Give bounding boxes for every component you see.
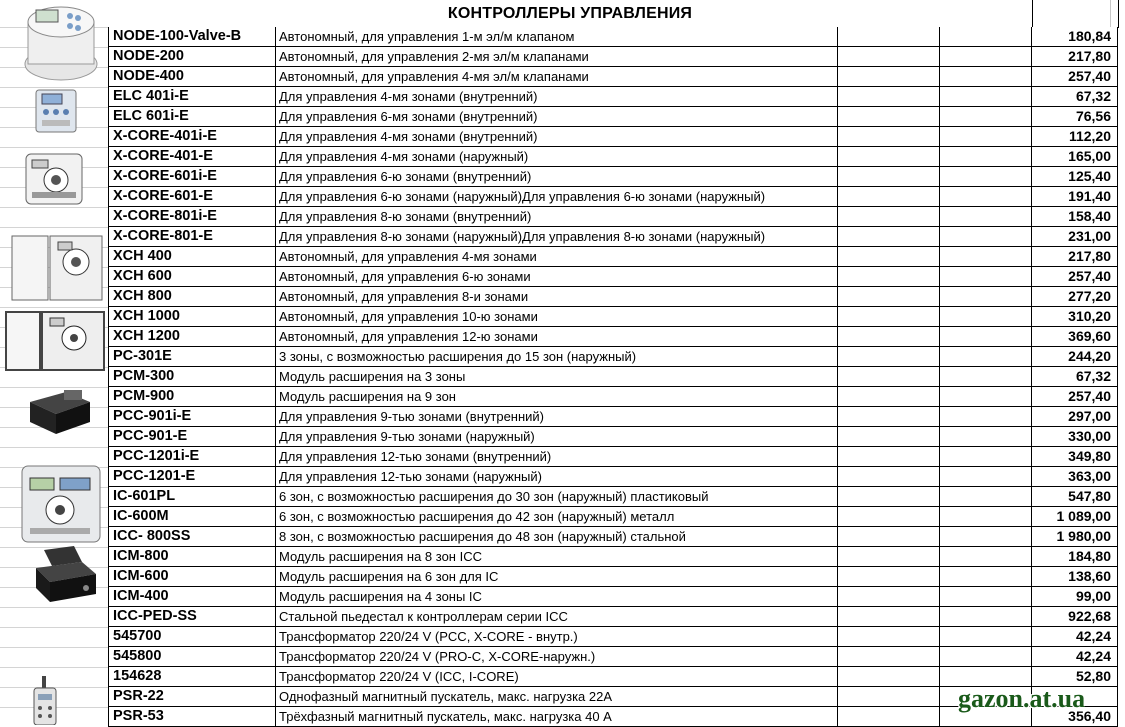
- price-cell[interactable]: 922,68: [1032, 607, 1118, 627]
- empty-cell[interactable]: [838, 607, 940, 627]
- price-cell[interactable]: 257,40: [1032, 67, 1118, 87]
- product-code-cell[interactable]: NODE-200: [108, 47, 276, 67]
- product-code-cell[interactable]: X-CORE-801i-E: [108, 207, 276, 227]
- price-header-cell: [1032, 0, 1119, 28]
- empty-cell[interactable]: [940, 327, 1032, 347]
- description-cell[interactable]: Для управления 9-тью зонами (наружный): [276, 427, 838, 447]
- empty-cell[interactable]: [838, 367, 940, 387]
- table-row: [108, 467, 1118, 487]
- empty-cell[interactable]: [940, 127, 1032, 147]
- product-code-cell[interactable]: X-CORE-401i-E: [108, 127, 276, 147]
- table-row: [108, 127, 1118, 147]
- xch-open-controller-icon: [4, 308, 108, 374]
- product-code-cell[interactable]: X-CORE-401-E: [108, 147, 276, 167]
- empty-cell[interactable]: [838, 447, 940, 467]
- price-cell[interactable]: 125,40: [1032, 167, 1118, 187]
- empty-cell[interactable]: [940, 207, 1032, 227]
- description-cell[interactable]: Автономный, для управления 10-ю зонами: [276, 307, 838, 327]
- description-cell[interactable]: Модуль расширения на 8 зон ICC: [276, 547, 838, 567]
- empty-cell[interactable]: [838, 427, 940, 447]
- description-cell[interactable]: Для управления 4-мя зонами (внутренний): [276, 127, 838, 147]
- empty-cell[interactable]: [838, 27, 940, 47]
- price-cell[interactable]: 257,40: [1032, 267, 1118, 287]
- product-code-cell[interactable]: IC-601PL: [108, 487, 276, 507]
- description-cell[interactable]: 3 зоны, с возможностью расширения до 15 зон (наружный): [276, 347, 838, 367]
- product-code-cell[interactable]: IC-600M: [108, 507, 276, 527]
- table-row: [108, 87, 1118, 107]
- empty-cell[interactable]: [838, 627, 940, 647]
- empty-cell[interactable]: [838, 507, 940, 527]
- empty-cell[interactable]: [838, 547, 940, 567]
- product-code-cell[interactable]: PCM-900: [108, 387, 276, 407]
- price-cell[interactable]: 138,60: [1032, 567, 1118, 587]
- empty-cell[interactable]: [838, 347, 940, 367]
- empty-cell[interactable]: [940, 367, 1032, 387]
- page-title: КОНТРОЛЛЕРЫ УПРАВЛЕНИЯ: [447, 5, 693, 22]
- product-code-cell[interactable]: PCM-300: [108, 367, 276, 387]
- empty-cell[interactable]: [838, 267, 940, 287]
- description-cell[interactable]: 8 зон, с возможностью расширения до 48 зон (наружный) стальной: [276, 527, 838, 547]
- empty-cell[interactable]: [940, 287, 1032, 307]
- table-row: [108, 367, 1118, 387]
- description-cell[interactable]: Для управления 6-ю зонами (внутренний): [276, 167, 838, 187]
- table-row: [108, 627, 1118, 647]
- x-core-controller-icon: [24, 152, 84, 206]
- price-cell[interactable]: 191,40: [1032, 187, 1118, 207]
- table-row: [108, 287, 1118, 307]
- empty-cell[interactable]: [940, 427, 1032, 447]
- product-code-cell[interactable]: ELC 601i-E: [108, 107, 276, 127]
- ic-controller-icon: [20, 464, 102, 544]
- product-code-cell[interactable]: ELC 401i-E: [108, 87, 276, 107]
- empty-cell[interactable]: [940, 227, 1032, 247]
- elc-controller-icon: [34, 86, 78, 136]
- empty-cell[interactable]: [940, 467, 1032, 487]
- table-row: [108, 47, 1118, 67]
- description-cell[interactable]: Автономный, для управления 1-м эл/м клапаном: [276, 27, 838, 47]
- description-cell[interactable]: Для управления 8-ю зонами (наружный)Для управления 8-ю зонами (наружный): [276, 227, 838, 247]
- product-code-cell[interactable]: XCH 400: [108, 247, 276, 267]
- product-code-cell[interactable]: NODE-400: [108, 67, 276, 87]
- empty-cell[interactable]: [838, 47, 940, 67]
- table-row: [108, 187, 1118, 207]
- price-cell[interactable]: 52,80: [1032, 667, 1118, 687]
- product-code-cell[interactable]: X-CORE-601i-E: [108, 167, 276, 187]
- table-row: [108, 67, 1118, 87]
- empty-cell[interactable]: [940, 267, 1032, 287]
- empty-cell[interactable]: [838, 147, 940, 167]
- description-cell[interactable]: Автономный, для управления 4-мя зонами: [276, 247, 838, 267]
- description-cell[interactable]: Модуль расширения на 3 зоны: [276, 367, 838, 387]
- price-cell[interactable]: 158,40: [1032, 207, 1118, 227]
- product-code-cell[interactable]: XCH 1200: [108, 327, 276, 347]
- price-cell[interactable]: 330,00: [1032, 427, 1118, 447]
- price-cell[interactable]: 1 980,00: [1032, 527, 1118, 547]
- remote-transmitter-icon: [30, 676, 60, 725]
- empty-cell[interactable]: [838, 467, 940, 487]
- table-row: [108, 527, 1118, 547]
- price-cell[interactable]: 112,20: [1032, 127, 1118, 147]
- empty-cell[interactable]: [940, 547, 1032, 567]
- empty-cell[interactable]: [838, 407, 940, 427]
- price-cell[interactable]: 363,00: [1032, 467, 1118, 487]
- product-code-cell[interactable]: XCH 600: [108, 267, 276, 287]
- product-code-cell[interactable]: PCC-901-E: [108, 427, 276, 447]
- product-code-cell[interactable]: 545700: [108, 627, 276, 647]
- product-code-cell[interactable]: PSR-22: [108, 687, 276, 707]
- empty-cell[interactable]: [838, 187, 940, 207]
- description-cell[interactable]: Трансформатор 220/24 V (PCC, X-CORE - внутр.): [276, 627, 838, 647]
- price-cell[interactable]: 99,00: [1032, 587, 1118, 607]
- description-cell[interactable]: 6 зон, с возможностью расширения до 30 зон (наружный) пластиковый: [276, 487, 838, 507]
- empty-cell[interactable]: [838, 107, 940, 127]
- description-cell[interactable]: Автономный, для управления 2-мя эл/м клапанами: [276, 47, 838, 67]
- empty-cell[interactable]: [940, 87, 1032, 107]
- description-cell[interactable]: Модуль расширения на 9 зон: [276, 387, 838, 407]
- description-cell[interactable]: Трёхфазный магнитный пускатель, макс. нагрузка 40 А: [276, 707, 838, 727]
- product-thumbnails: [0, 0, 108, 725]
- empty-cell[interactable]: [838, 687, 940, 707]
- table-row: [108, 387, 1118, 407]
- empty-cell[interactable]: [838, 387, 940, 407]
- price-cell[interactable]: 217,80: [1032, 47, 1118, 67]
- empty-cell[interactable]: [838, 287, 940, 307]
- table-row: [108, 447, 1118, 467]
- sheet-header: [108, 0, 1033, 28]
- empty-cell[interactable]: [838, 307, 940, 327]
- product-code-cell[interactable]: 154628: [108, 667, 276, 687]
- empty-cell[interactable]: [940, 167, 1032, 187]
- empty-cell[interactable]: [838, 167, 940, 187]
- empty-cell[interactable]: [838, 707, 940, 727]
- empty-cell[interactable]: [940, 187, 1032, 207]
- product-code-cell[interactable]: ICM-600: [108, 567, 276, 587]
- price-cell[interactable]: 244,20: [1032, 347, 1118, 367]
- empty-cell[interactable]: [838, 567, 940, 587]
- product-code-cell[interactable]: XCH 1000: [108, 307, 276, 327]
- empty-cell[interactable]: [940, 647, 1032, 667]
- empty-cell[interactable]: [838, 667, 940, 687]
- empty-cell[interactable]: [940, 247, 1032, 267]
- icm-module-icon: [30, 544, 100, 606]
- price-cell[interactable]: 217,80: [1032, 247, 1118, 267]
- table-row: [108, 347, 1118, 367]
- empty-cell[interactable]: [940, 487, 1032, 507]
- description-cell[interactable]: Для управления 6-мя зонами (внутренний): [276, 107, 838, 127]
- product-code-cell[interactable]: 545800: [108, 647, 276, 667]
- price-cell[interactable]: 277,20: [1032, 287, 1118, 307]
- empty-cell[interactable]: [940, 407, 1032, 427]
- price-cell[interactable]: 76,56: [1032, 107, 1118, 127]
- empty-cell[interactable]: [940, 47, 1032, 67]
- empty-cell[interactable]: [838, 207, 940, 227]
- empty-cell[interactable]: [940, 347, 1032, 367]
- price-cell[interactable]: 67,32: [1032, 87, 1118, 107]
- table-row: [108, 487, 1118, 507]
- empty-cell[interactable]: [940, 527, 1032, 547]
- table-row: [108, 27, 1118, 47]
- table-row: [108, 207, 1118, 227]
- empty-cell[interactable]: [940, 567, 1032, 587]
- empty-cell[interactable]: [838, 327, 940, 347]
- product-code-cell[interactable]: XCH 800: [108, 287, 276, 307]
- price-cell[interactable]: 356,40: [1032, 707, 1118, 727]
- price-cell[interactable]: 231,00: [1032, 227, 1118, 247]
- price-cell[interactable]: 547,80: [1032, 487, 1118, 507]
- description-cell[interactable]: Для управления 8-ю зонами (внутренний): [276, 207, 838, 227]
- description-cell[interactable]: Модуль расширения на 4 зоны IC: [276, 587, 838, 607]
- table-row: [108, 167, 1118, 187]
- empty-cell[interactable]: [940, 447, 1032, 467]
- product-code-cell[interactable]: PCC-1201-E: [108, 467, 276, 487]
- product-code-cell[interactable]: ICM-400: [108, 587, 276, 607]
- table-row: [108, 267, 1118, 287]
- empty-cell[interactable]: [838, 487, 940, 507]
- product-code-cell[interactable]: NODE-100-Valve-B: [108, 27, 276, 47]
- empty-cell[interactable]: [940, 507, 1032, 527]
- product-code-cell[interactable]: ICM-800: [108, 547, 276, 567]
- price-cell[interactable]: 42,24: [1032, 627, 1118, 647]
- empty-cell[interactable]: [838, 527, 940, 547]
- description-cell[interactable]: Однофазный магнитный пускатель, макс. нагрузка 22А: [276, 687, 838, 707]
- price-cell[interactable]: 310,20: [1032, 307, 1118, 327]
- table-row: [108, 507, 1118, 527]
- description-cell[interactable]: Для управления 12-тью зонами (внутренний): [276, 447, 838, 467]
- table-row: [108, 647, 1118, 667]
- price-cell[interactable]: 1 089,00: [1032, 507, 1118, 527]
- product-code-cell[interactable]: PCC-901i-E: [108, 407, 276, 427]
- empty-cell[interactable]: [940, 627, 1032, 647]
- price-cell[interactable]: 257,40: [1032, 387, 1118, 407]
- product-code-cell[interactable]: ICC- 800SS: [108, 527, 276, 547]
- empty-cell[interactable]: [940, 147, 1032, 167]
- empty-cell[interactable]: [838, 647, 940, 667]
- price-cell[interactable]: 297,00: [1032, 407, 1118, 427]
- empty-cell[interactable]: [940, 27, 1032, 47]
- product-code-cell[interactable]: X-CORE-801-E: [108, 227, 276, 247]
- description-cell[interactable]: Для управления 4-мя зонами (внутренний): [276, 87, 838, 107]
- table-row: [108, 407, 1118, 427]
- table-row: [108, 247, 1118, 267]
- price-cell[interactable]: 42,24: [1032, 647, 1118, 667]
- table-row: [108, 607, 1118, 627]
- product-code-cell[interactable]: PCC-1201i-E: [108, 447, 276, 467]
- product-code-cell[interactable]: ICC-PED-SS: [108, 607, 276, 627]
- description-cell[interactable]: Трансформатор 220/24 V (ICC, I-CORE): [276, 667, 838, 687]
- empty-cell[interactable]: [940, 587, 1032, 607]
- watermark: gazon.at.ua: [958, 684, 1086, 713]
- price-cell[interactable]: 184,80: [1032, 547, 1118, 567]
- empty-cell[interactable]: [838, 227, 940, 247]
- empty-cell[interactable]: [940, 67, 1032, 87]
- table-row: [108, 147, 1118, 167]
- description-cell[interactable]: Автономный, для управления 6-ю зонами: [276, 267, 838, 287]
- table-row: [108, 427, 1118, 447]
- empty-cell[interactable]: [940, 307, 1032, 327]
- table-row: [108, 587, 1118, 607]
- empty-cell[interactable]: [940, 107, 1032, 127]
- table-row: [108, 567, 1118, 587]
- empty-cell[interactable]: [838, 247, 940, 267]
- empty-cell[interactable]: [838, 127, 940, 147]
- table-row: [108, 327, 1118, 347]
- table-row: [108, 547, 1118, 567]
- empty-cell[interactable]: [838, 587, 940, 607]
- price-cell[interactable]: 180,84: [1032, 27, 1118, 47]
- empty-cell[interactable]: [940, 607, 1032, 627]
- description-cell[interactable]: Для управления 6-ю зонами (наружный)Для управления 6-ю зонами (наружный): [276, 187, 838, 207]
- price-cell[interactable]: 165,00: [1032, 147, 1118, 167]
- empty-cell[interactable]: [940, 387, 1032, 407]
- description-cell[interactable]: Трансформатор 220/24 V (PRO-C, X-CORE-наружн.): [276, 647, 838, 667]
- description-cell[interactable]: Стальной пьедестал к контроллерам серии ICC: [276, 607, 838, 627]
- price-cell[interactable]: 349,80: [1032, 447, 1118, 467]
- description-cell[interactable]: Автономный, для управления 8-и зонами: [276, 287, 838, 307]
- description-cell[interactable]: Автономный, для управления 12-ю зонами: [276, 327, 838, 347]
- description-cell[interactable]: Для управления 4-мя зонами (наружный): [276, 147, 838, 167]
- empty-cell[interactable]: [838, 67, 940, 87]
- product-code-cell[interactable]: X-CORE-601-E: [108, 187, 276, 207]
- node-controller-icon: [22, 2, 100, 84]
- description-cell[interactable]: 6 зон, с возможностью расширения до 42 зон (наружный) металл: [276, 507, 838, 527]
- description-cell[interactable]: Для управления 9-тью зонами (внутренний): [276, 407, 838, 427]
- product-code-cell[interactable]: PC-301E: [108, 347, 276, 367]
- price-cell[interactable]: 369,60: [1032, 327, 1118, 347]
- table-row: [108, 107, 1118, 127]
- empty-cell[interactable]: [838, 87, 940, 107]
- description-cell[interactable]: Модуль расширения на 6 зон для IC: [276, 567, 838, 587]
- description-cell[interactable]: Автономный, для управления 4-мя эл/м клапанами: [276, 67, 838, 87]
- table-row: [108, 307, 1118, 327]
- table-row: [108, 227, 1118, 247]
- price-cell[interactable]: 67,32: [1032, 367, 1118, 387]
- product-code-cell[interactable]: PSR-53: [108, 707, 276, 727]
- xch-controller-icon: [10, 232, 104, 304]
- module-block-icon: [26, 384, 94, 438]
- description-cell[interactable]: Для управления 12-тью зонами (наружный): [276, 467, 838, 487]
